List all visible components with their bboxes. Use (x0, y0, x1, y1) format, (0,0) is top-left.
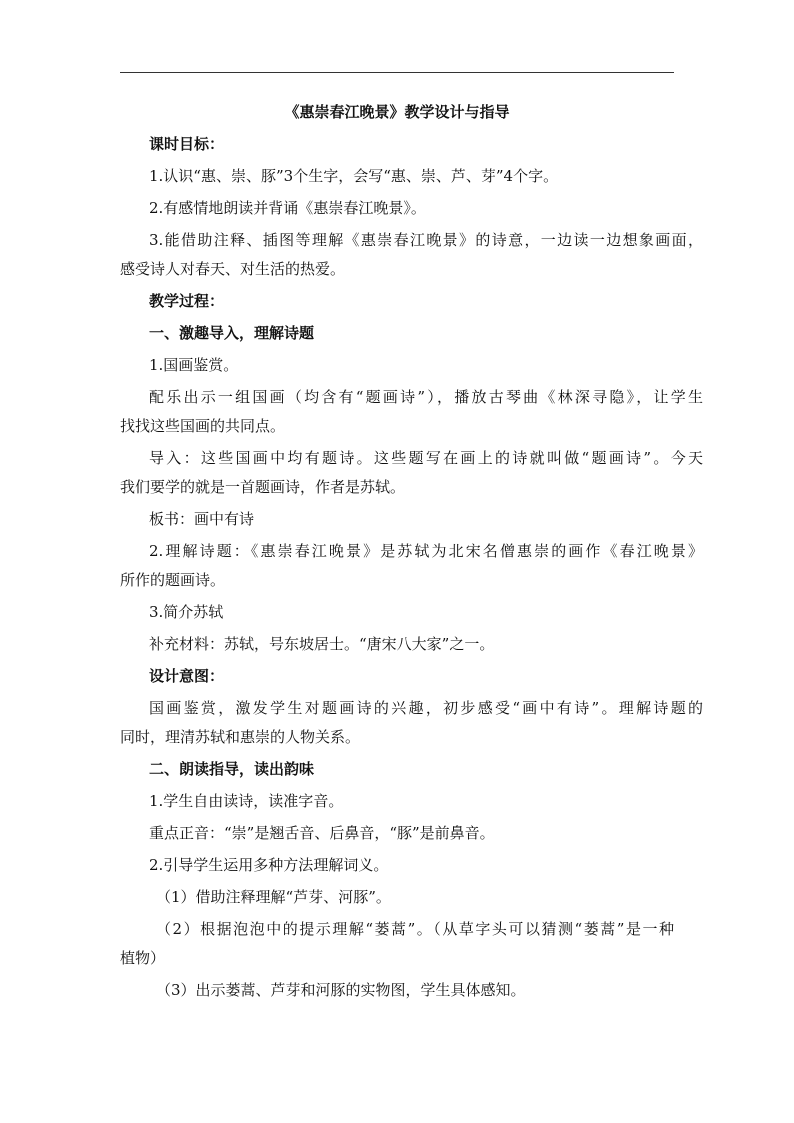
paragraph-line: 找找这些国画的共同点。 (120, 417, 286, 435)
paragraph-line: 我们要学的就是一首题画诗，作者是苏轼。 (120, 478, 406, 496)
paragraph-line: 3.简介苏轼 (149, 603, 224, 621)
list-item: （3）出示蒌蒿、芦芽和河豚的实物图，学生具体感知。 (156, 981, 526, 999)
paragraph-line: 2.引导学生运用多种方法理解词义。 (149, 856, 389, 874)
list-item: （1）借助注释理解“芦芽、河豚”。 (156, 888, 391, 906)
list-item-continued: 植物） (120, 949, 166, 967)
subsection-heading: 一、激趣导入，理解诗题 (149, 324, 315, 342)
section-heading-process: 教学过程： (149, 292, 225, 310)
section-heading-design-intent: 设计意图： (149, 667, 225, 685)
objective-item: 3.能借助注释、插图等理解《惠崇春江晚景》的诗意，一边读一边想象画面， (149, 231, 703, 249)
paragraph-line: 1.学生自由读诗，读准字音。 (149, 792, 344, 810)
objective-item: 2.有感情地朗读并背诵《惠崇春江晚景》。 (149, 199, 426, 217)
paragraph-line: 国画鉴赏，激发学生对题画诗的兴趣，初步感受“画中有诗”。理解诗题的 (149, 699, 703, 717)
objective-item: 1.认识“惠、崇、豚”3个生字，会写“惠、崇、芦、芽”4个字。 (149, 167, 559, 185)
paragraph-line: 补充材料：苏轼，号东坡居士。“唐宋八大家”之一。 (149, 635, 495, 653)
paragraph-line: 1.国画鉴赏。 (149, 356, 239, 374)
document-title: 《惠崇春江晚景》教学设计与指导 (284, 103, 510, 121)
section-heading-objectives: 课时目标： (149, 135, 225, 153)
subsection-heading: 二、朗读指导，读出韵味 (149, 760, 315, 778)
paragraph-line: 板书：画中有诗 (149, 510, 255, 528)
list-item: （2）根据泡泡中的提示理解“蒌蒿”。（从草字头可以猜测“蒌蒿”是一种 (156, 920, 674, 938)
objective-item-continued: 感受诗人对春天、对生活的热爱。 (120, 260, 346, 278)
header-rule (120, 72, 674, 73)
paragraph-line: 所作的题画诗。 (120, 571, 226, 589)
paragraph-line: 重点正音：“崇”是翘舌音、后鼻音，“豚”是前鼻音。 (149, 824, 495, 842)
paragraph-line: 导入：这些国画中均有题诗。这些题写在画上的诗就叫做“题画诗”。今天 (149, 449, 703, 467)
paragraph-line: 配乐出示一组国画（均含有“题画诗”），播放古琴曲《林深寻隐》，让学生 (149, 388, 703, 406)
paragraph-line: 同时，理清苏轼和惠崇的人物关系。 (120, 728, 361, 746)
paragraph-line: 2.理解诗题：《惠崇春江晚景》是苏轼为北宋名僧惠崇的画作《春江晚景》 (149, 542, 703, 560)
